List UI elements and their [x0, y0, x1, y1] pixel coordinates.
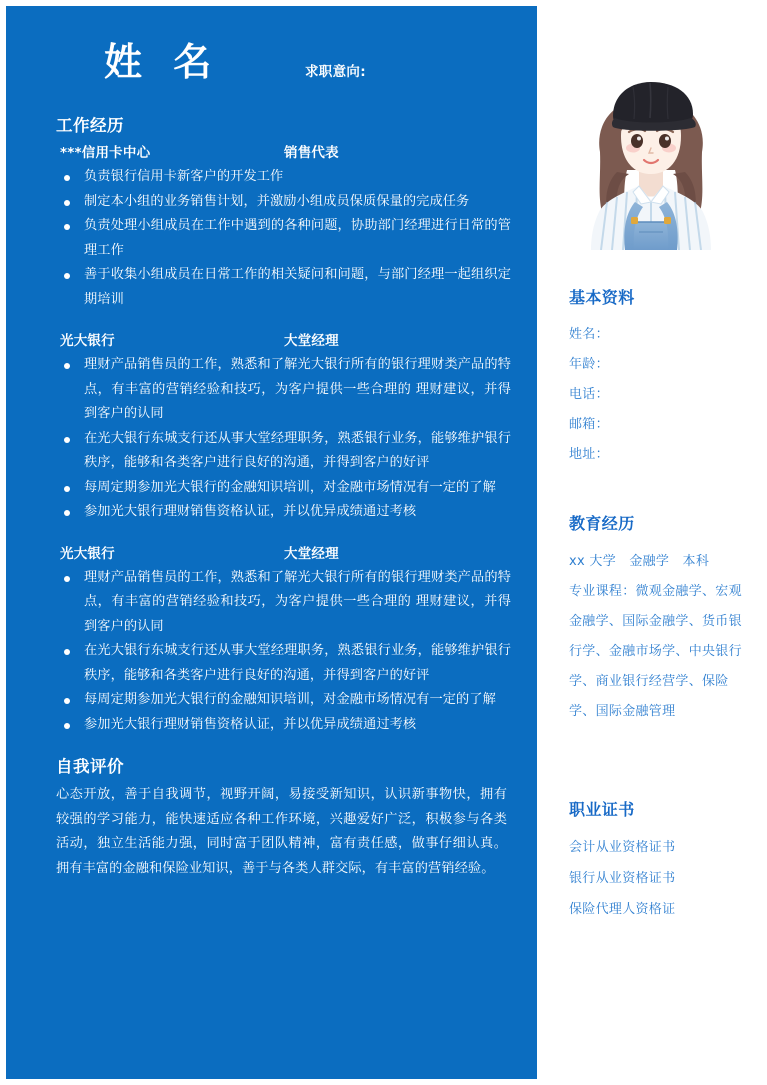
left-content-column	[6, 114, 537, 881]
job-header	[56, 142, 511, 164]
spacer	[56, 525, 511, 543]
sidebar-section-certificates	[569, 798, 755, 925]
basic-info-row-email: 邮箱：	[569, 417, 609, 432]
basic-info-row-phone: 电话：	[569, 387, 609, 402]
section-title-work-experience: 工作经历	[56, 116, 124, 135]
avatar	[555, 74, 747, 250]
list-item: 参加光大银行理财销售资格认证，并以优异成绩通过考核	[56, 713, 511, 738]
sidebar-title-certificates: 职业证书	[569, 800, 635, 819]
job-bullet-list	[56, 165, 511, 312]
sidebar-section-basic-info	[569, 286, 755, 470]
job-bullet-list	[56, 566, 511, 738]
spacer	[56, 312, 511, 330]
job-bullet-list	[56, 353, 511, 525]
job-objective-label: 求职意向:	[305, 64, 366, 80]
job-role: 大堂经理	[284, 333, 339, 349]
list-item: 制定本小组的业务销售计划，并激励小组成员保质保量的完成任务	[56, 190, 511, 215]
list-item: 负责处理小组成员在工作中遇到的各种问题，协助部门经理进行日常的管理工作	[56, 214, 511, 263]
self-evaluation-body: 心态开放，善于自我调节，视野开阔，易接受新知识，认识新事物快，拥有较强的学习能力，能快速适应各种工作环境，兴趣爱好广泛，积极参与各类活动，独立生活能力强，同时富于团队精神，富有责任感，做事仔细认真。拥有丰富的金融和保险业知识，善于与各类人群交际，有丰富的营销经验。	[56, 787, 507, 876]
job-role: 大堂经理	[284, 545, 339, 562]
education-school-line: xx 大学 金融学 本科	[569, 554, 710, 569]
basic-info-row-name: 姓名：	[569, 327, 609, 342]
sidebar-title-basic-info: 基本资料	[569, 288, 635, 307]
section-title-self-evaluation: 自我评价	[56, 757, 124, 776]
spacer	[6, 737, 537, 755]
list-item: 理财产品销售员的工作，熟悉和了解光大银行所有的银行理财类产品的特点，有丰富的营销经验和技巧，为客户提供一些合理的 理财建议，并得到客户的认同	[56, 566, 511, 640]
certificate-item: 会计从业资格证书	[569, 840, 676, 855]
right-sidebar	[537, 0, 767, 1085]
left-blue-panel	[6, 6, 537, 1079]
sidebar-title-education: 教育经历	[569, 514, 635, 533]
list-item: 在光大银行东城支行还从事大堂经理职务，熟悉银行业务，能够维护银行秩序，能够和各类客户进行良好的沟通，并得到客户的好评	[56, 427, 511, 476]
list-item: 每周定期参加光大银行的金融知识培训，对金融市场情况有一定的了解	[56, 688, 511, 713]
certificate-item: 保险代理人资格证	[569, 902, 676, 917]
section-work-experience	[6, 114, 537, 737]
job-role: 销售代表	[284, 145, 339, 161]
list-item: 善于收集小组成员在日常工作的相关疑问和问题，与部门经理一起组织定期培训	[56, 263, 511, 312]
job-header	[56, 543, 511, 565]
basic-info-row-age: 年龄：	[569, 357, 609, 372]
job-company: 光大银行	[60, 545, 115, 562]
page-title: 姓 名	[104, 40, 221, 84]
section-self-evaluation	[6, 755, 537, 881]
certificate-item: 银行从业资格证书	[569, 871, 676, 886]
sidebar-section-education	[569, 512, 755, 727]
list-item: 理财产品销售员的工作，熟悉和了解光大银行所有的银行理财类产品的特点，有丰富的营销经验和技巧，为客户提供一些合理的 理财建议，并得到客户的认同	[56, 353, 511, 427]
basic-info-row-address: 地址：	[569, 447, 609, 462]
education-courses: 专业课程：微观金融学、宏观金融学、国际金融学、货币银行学、金融市场学、中央银行学、商业银行经营学、保险学、国际金融管理	[569, 584, 742, 719]
job-header	[56, 330, 511, 352]
list-item: 每周定期参加光大银行的金融知识培训，对金融市场情况有一定的了解	[56, 476, 511, 501]
job-company: ***信用卡中心	[60, 145, 151, 161]
resume-header	[6, 6, 537, 114]
list-item: 负责银行信用卡新客户的开发工作	[56, 165, 511, 190]
list-item: 参加光大银行理财销售资格认证，并以优异成绩通过考核	[56, 500, 511, 525]
list-item: 在光大银行东城支行还从事大堂经理职务，熟悉银行业务，能够维护银行秩序，能够和各类客户进行良好的沟通，并得到客户的好评	[56, 639, 511, 688]
job-company: 光大银行	[60, 333, 115, 349]
